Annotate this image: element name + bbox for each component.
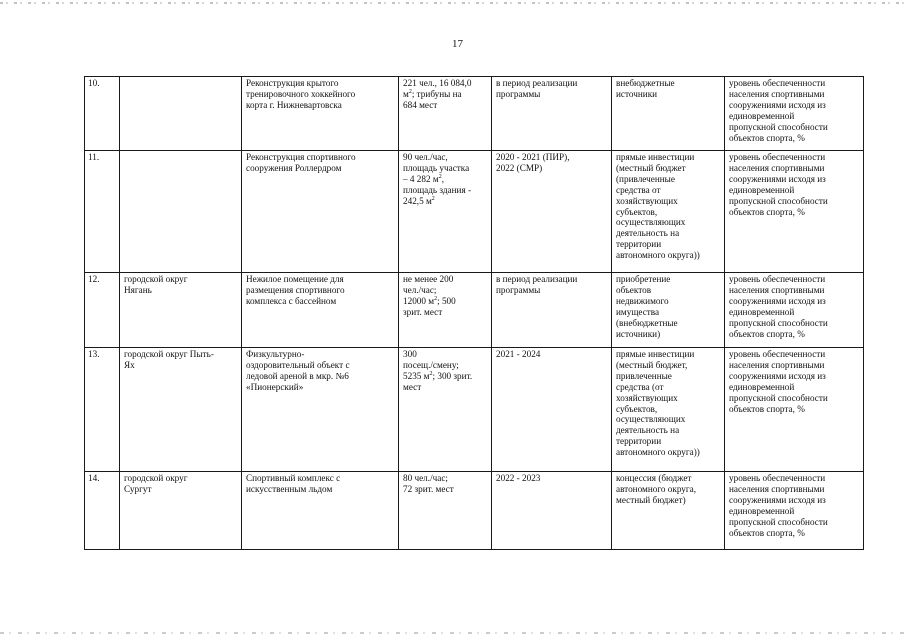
scan-edge-top [0,2,905,4]
page-number: 17 [452,38,463,50]
row-number: 13. [85,348,120,472]
indicator-cell: уровень обеспеченности населения спортивными сооружениями исходя из единовременной пропускной способности объектов спорта, % [725,472,864,550]
indicator-cell: уровень обеспеченности населения спортивными сооружениями исходя из единовременной пропускной способности объектов спорта, % [725,77,864,151]
row-number: 12. [85,273,120,348]
object-cell: Реконструкция крытого тренировочного хоккейного корта г. Нижневартовска [242,77,399,151]
funding-source-cell: внебюджетные источники [612,77,725,151]
period-cell: в период реализации программы [492,273,612,348]
table-row [85,472,864,550]
municipality-cell: городской округ Нягань [120,273,242,348]
object-cell: Спортивный комплекс с искусственным льдом [242,472,399,550]
capacity-cell: 221 чел., 16 084,0 $м^2$; трибуны на 684 мест [399,77,492,151]
capacity-cell: не менее 200 чел./час; 12000 $м^2$; 500 зрит. мест [399,273,492,348]
funding-source-cell: концессия (бюджет автономного округа, местный бюджет) [612,472,725,550]
table-row [85,273,864,348]
funding-source-cell: прямые инвестиции (местный бюджет (привлеченные средства от хозяйствующих субъектов, осуществляющих деятельность на территории автономного округа)) [612,151,725,273]
period-cell: 2021 - 2024 [492,348,612,472]
period-cell: 2020 - 2021 (ПИР), 2022 (СМР) [492,151,612,273]
capacity-cell: 80 чел./час; 72 зрит. мест [399,472,492,550]
indicator-cell: уровень обеспеченности населения спортивными сооружениями исходя из единовременной пропускной способности объектов спорта, % [725,151,864,273]
table-row [85,348,864,472]
capacity-cell: 90 чел./час, площадь участка – 4 282 $м^2$, площадь здания - 242,5 $м^2$ [399,151,492,273]
row-number: 14. [85,472,120,550]
capacity-cell: 300 посещ./смену; 5235 $м^2$; 300 зрит. мест [399,348,492,472]
period-cell: 2022 - 2023 [492,472,612,550]
object-cell: Реконструкция спортивного сооружения Роллердром [242,151,399,273]
object-cell: Физкультурно- оздоровительный объект с ледовой ареной в мкр. №6 «Пионерский» [242,348,399,472]
row-number: 11. [85,151,120,273]
indicator-cell: уровень обеспеченности населения спортивными сооружениями исходя из единовременной пропускной способности объектов спорта, % [725,273,864,348]
municipality-cell: городской округ Пыть- Ях [120,348,242,472]
object-cell: Нежилое помещение для размещения спортивного комплекса с бассейном [242,273,399,348]
municipality-cell [120,77,242,151]
period-cell: в период реализации программы [492,77,612,151]
table-row [85,77,864,151]
indicator-cell: уровень обеспеченности населения спортивными сооружениями исходя из единовременной пропускной способности объектов спорта, % [725,348,864,472]
objects-table [84,76,864,550]
funding-source-cell: приобретение объектов недвижимого имущества (внебюджетные источники) [612,273,725,348]
row-number: 10. [85,77,120,151]
municipality-cell: городской округ Сургут [120,472,242,550]
table-row [85,151,864,273]
municipality-cell [120,151,242,273]
funding-source-cell: прямые инвестиции (местный бюджет, привлеченные средства (от хозяйствующих субъектов, осуществляющих деятельность на территории автономного округа)) [612,348,725,472]
scan-edge-bottom [0,632,905,634]
